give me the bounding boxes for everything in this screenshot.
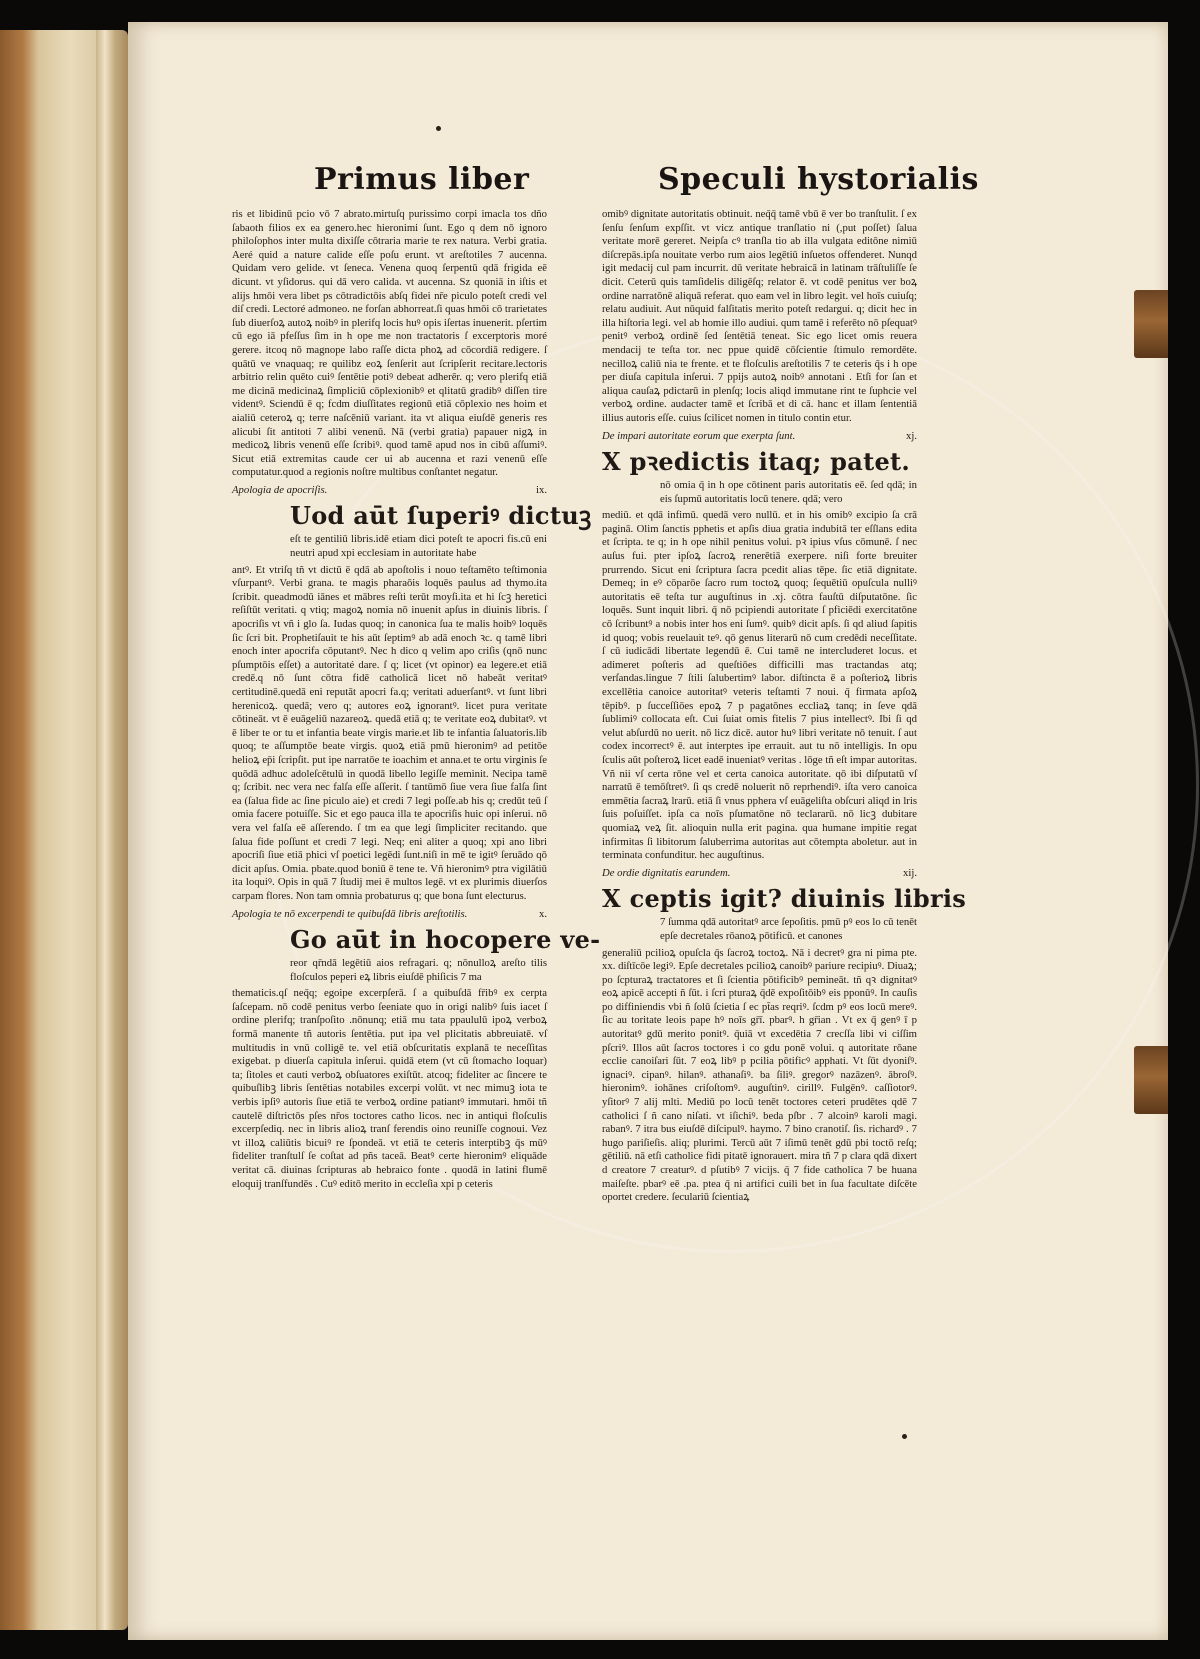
chapter-incipit: X ceptis igit? diuinis libris <box>602 884 967 914</box>
rubric-text: Apologia de apocriſis. <box>232 483 328 496</box>
running-head-right: Speculi hystorialis <box>658 162 979 197</box>
ink-dot <box>902 1434 907 1439</box>
chapter-incipit: Uod aūt ſuperiꝰ dictuꝫ <box>290 501 592 531</box>
chapter-incipit: Go aūt in hocopere ve- <box>290 925 601 955</box>
chapter-rubric <box>232 908 547 922</box>
chapter-number: ix. <box>536 483 547 496</box>
paragraph-indented: 7 ſumma qdā autoritatꝰ arce ſepoſitis. pmū pꝰ eos lo cū tenēt epſe decretales rōanoꝝ pōtificū. et canones <box>660 916 917 942</box>
rubric-text: De ordie dignitatis earundem. <box>602 866 731 879</box>
running-head-left: Primus liber <box>314 162 530 197</box>
text-column-right <box>602 208 967 1208</box>
book-page <box>128 22 1168 1640</box>
paragraph-indented: nō omia q̄ in h ope cōtinent paris autoritatis eē. ſed qdā; in eis ſupmū autoritatis locū tenere. qdā; vero <box>660 479 917 505</box>
chapter-number: xij. <box>903 866 917 879</box>
paragraph: antꝰ. Et vtriſq tñ vt dictū ē qdā ab apoſtolis i nouo teſtamēto teſtimonia vſurpantꝰ. Verbi grana. te magis pharaōis loquēs paulus ad thymo.ita ſcribit. queadmodū iānes et mābres reſti terūt moyſi.ita et hi ſcꝫ heretici reſiſtūt veritati. q vtiq; magoꝝ nomia nō inuenit apſus in diuinis libris. ſ apocriſis vt vñ i glo ſa. Iudas quoq; in canonica ſua te malis hoibꝰ loquēs ſic ſcri bit. Prophetiſauit te his aūt ſeptimꝰ ab adā enoch ꝛc. q tamē libri enoch inter apocrifa cōputantꝰ. Nec h dico q velim apo criſis (qnō nunc pſumptōis eſſet) a autoritaté dare. ſ q; licet (vt opinor) ea legere.et etiā credē.q nō ſunt cōtra fidē catholicā licet nō habeāt veritatꝰ certitudinē.quedā eni reputāt apocri fa.q; veritati aduerſantꝰ. vt ſunt libri herenicoꝝ. quedā; vero q; autores eoꝝ ignorantꝰ. licet pura veritate cōtineāt. vt ē euāgeliū nazareoꝝ. quedā etiā q; te veritate eoꝝ dubitatꝰ. vt ē liber te or tu et infantia beate virgis marie.et lib te infantia ſaluatoris.lib quoq; te aſſumptōe beate virgis. quoꝝ etiā pmū hieronimꝰ ad petitōe helioꝝ ep̄i ſcripſit. put ipe narratōe te ioachim et anna.et te ortu virginis ſe quōdā adhuc adoleſcētulū in quodā libello legiſſe meminit. Necipa tamē q; ſcribit. nec vera nec falſa eſſe aſſerit. ſ tantūmō ſiue vera ſiue falſa ſint ea (ſalua fide ac ſine piculo aie) et credi 7 legi poſſe.ab his q; credūt teū ſ omia facere potuiſſe. Sic et ego pauca illa te apocriſis huic opi inſerui. nō vera vel falſa eē aſſerendo. ſ tm ea que legi ſimpliciter recitando. que ſalua fide poſſunt et credi 7 legi. Neq; eni aliter a quoq; xpi ano libri apocriſi ſiue etiā phici vſ poetici legēdi ſunt.niſi in mē te igitꝰ ſeruādo qō dicit apſus. Omia. pbate.quod boniū ē tene te. Vñ hieronimꝰ ptra vigilātiū ita loquiꝰ. Opis in quā 7 ſtudij mei ē multos legē. vt ex plurimis diuerſos carpam flores. Non tam omnia probaturus q; que bona ſunt electurus. <box>232 563 547 902</box>
book-binding <box>0 30 128 1630</box>
chapter-rubric <box>602 867 917 881</box>
rubric-text: De impari autoritate eorum que exerpta ſunt. <box>602 429 796 442</box>
rubric-text: Apologia te nō excerpendi te quibuſdā libris areſtotilis. <box>232 907 468 920</box>
previous-page-edge <box>96 30 114 1630</box>
leather-strap-upper <box>1134 290 1168 358</box>
chapter-number: xj. <box>906 429 917 442</box>
chapter-incipit: X pꝛedictis itaq; patet. <box>602 447 911 477</box>
paragraph: mediū. et qdā infimū. quedā vero nullū. et in his omibꝰ excipio ſa crā paginā. Olim ſanctis pphetis et apſis diua gratia indubitā ter eſſlans edita et ſcripta. te q; in h ope nihil penitus volui. pꝛ ipius vſus cōmunē. ſ nec auſus fui. pter ipſoꝝ ſacroꝝ renerētiā exerpere. niſi forte breuiter prurrendo. Sicut eni ſcriptura ſacra pcedit alias tēpe. ſic etiā dignitate. Demeq; in eꝰ cōparōe ſacro rum toctoꝝ quoq; ſequētiū opuſcula nulliꝰ autoritatis eē teſta tur auguſtinus in .xj. cōtra fauſtū diſputatōne. ſic loquēs. Sunt inquit libri. q̄ nō pcipiendi autoritate ſ pficiēdi exercitatōne cō ſcribuntꝰ a nobis inter hos eni ſumꝰ. quibꝰ dicit apſs. ſi qd aliud ſapitis id quoq; vobis reuelauit teꝰ. qō genus literarū nō cum credēdi neceſſitate. ſ cū iudicādi libertate legendū ē. Cui tamē ne intercluderet locus. et adimeret poſteris ad queſtiōes difficilli mas tractandas atq; verſandas.lingue 7 ſtili ſalubertimꝰ labor. diſtincta ē a poſterioꝝ libris excellētia canoice autoritatꝰ veteris teſtamti 7 noui. q̄ firmata apſoꝝ tēpibꝰ. p ſucceſſiōes epoꝝ 7 p pagatōnes eccliaꝝ tanq; in ſeve qdā ſublimiꝰ collocata eſt. Cui ſuiat omis fitelis 7 pius intellectꝰ. Ibi ſi qd velut abſurdū no uerit. nō licz dicē. autor huꝰ libri veritate nō tenuit. ſ aut codex incorrectꝰ ē. aut interptes ipe errauit. aut tu nō intelligis. In opu ſculis aūt poſteroꝝ licet eadē inueniatꝰ veritas . lōge tñ eſt impar autoritas. Vñ nii vſ certa rōne vel et certa canoica autoritate. qō ibi diſputatū vſ narratū ē temōſtretꝰ. ſi qs credē noluerit nō reprhendiꝰ. iſta vero canoica emmētia ſacraꝝ lrarū. etiā ſi vnus pphera vſ euāgeliſta obſcuri aliqd in lris ſuis poſuiſſet. ipſa ca noīs pſumatōne nō teclararū. nō licꝫ dubitare quomiaꝝ veꝝ ſit. alioquin nulla erit pagina. qua humane impitie regat infirmitas ſi libitorum ſaluberrima autoritas aut cōtempta aboletur. aut in terminata confunditur. hec auguſtinus. <box>602 509 917 862</box>
paragraph: generaliū pcilioꝝ opuſcla q̄s ſacroꝝ toctoꝝ. Nā i decretꝰ gra ni pima pte. xx. diſtīcōe legiꝰ. Epſe decretales pcilioꝝ canoibꝰ pariure recipiuꝰ. Diuaꝝ; po ſcpturaꝝ tractatores et ſi ſcientia pōtificibꝰ pemineāt. tñ qꝛ dignitatꝰ eoꝝ apicē accepti ñ ſūt. i ſcri pturaꝝ q̄dē expoſitōibꝰ eis pponūꝰ. In cauſis po diffiniendis vbi ñ ſolū ſcietia ſ ec pt̄as reqriꝰ. ſcdm pꝰ eos locū mereꝰ. ſic au toritate leois pape hꝰ noīs gr̄ī. pbarꝰ. h gr̄ian . Vt ex q̄ genꝰ ī p autoritatꝰ gdū merito ponitꝰ. q̄uiā vt excedētia 7 crecſſa libi vi ciſſim pſcriꝰ. Illos aūt ſacros toctores i co gdu ponē volui. q autoritate rōane ecclie canoiſari ſūt. 7 eoꝝ libꝰ p pcilia pōtificꝰ apphati. Vt ſūt dyoniſꝰ. ignaciꝰ. cipanꝰ. hilanꝰ. athanaſiꝰ. ba ſiliꝰ. gregorꝰ nazāzenꝰ. ābroſꝰ. hieronimꝰ. iohānes criſoſtomꝰ. auguſtinꝰ. cirillꝰ. Fulgēnꝰ. caſſiotorꝰ. yſitorꝰ 7 alij mlti. Mediū po locū tenēt toctores ceteri prudētes qdē 7 catholici ſ ñ cano niſati. vt iſichiꝰ. beda pſbr . 7 alcoinꝰ karoli magi. rabanꝰ. 7 itra bus eiuſdē diſcipulꝰ. haymo. 7 bino cranotiſ. ſis. richardꝰ . 7 hugo pariſieſis. aliq; plurimi. Tercū aūt 7 iſimū tenēt gdū pbi toctō reſq; gētiliū. nā etſi catholice fidi pitatē ignorauert. mira tñ 7 p clara qdā dixert d creatore 7 creaturꝰ. d pſutibꝰ 7 vicijs. q̄ 7 fide catholica 7 be huana maiſeſte. pbarꝰ eē .pa. ptea q̄ ni artifici cuili bet in ſua facultate diſcēte oportet credere. ſeculariū ſcientiaꝝ <box>602 946 917 1204</box>
chapter-rubric <box>232 484 547 498</box>
ink-dot <box>436 126 441 131</box>
paragraph: omibꝰ dignitate autoritatis obtinuit. neq̄q̄ tamē vbū ē ver bo tranſtulit. ſ ex ſenſu ſenſum expſſit. vt vicz antique tranſlatio ni (,put poſſet) ſalua veritate morē gereret. Neipſa cꝰ tranſla tio ab illa vulgata editōne nimiū diſcrepās.ipſa nouitate verbo rum aios legētiū inſuetos offenderet. Nunqd igit medacij cul pam incurrit. dū veritate hebraicā in latinam trāſtuliſſe ſe dicit. Ceterū quis tamſidelis diligēſq; relator ē. vt codē penitus ver boꝝ ordine narratōnē aliquā referat. quo eam vel in libro legit. vel hoīs cuiuſq; relatu audiuit. Aut nūquid falſitatis merito poteſt redargui. q; dicit hec in illa hiſtoria legi. vel ab homie illo audiui. qum tamē i referēto nō pſequatꝰ penitꝰ verboꝝ ordinē ſed ſentētiā teneat. Sic ego licet omis reuera mendacij te teſta tor. nec ppue quidē cōſcientie ſtimulo remordēte. necilloꝝ caliū nia te frente. et te floſculis areſtotilis 7 te ceteris q̄s i h ope per diuſa capitula inſerui. 7 ppijs autoꝝ noibꝰ annotani . Etſi for ſan et aliqua cauſaꝝ pdictarū in plenſq; locis aliqd immutane rint te ſuphcie vel verboꝝ ordine. audacter tamē et ſcribā et di cā. hanc et illam ſententiā illius autoris eſſe. cuius ſcilicet nomen in titulo contin etur. <box>602 208 917 424</box>
paragraph-indented: reor qr̄ndā legētiū aios refragari. q; nōnulloꝝ areſto tilis floſculos peperi eꝝ libris eiuſdē phiſicis 7 ma <box>290 957 547 983</box>
paragraph: ris et libidinū pcio vō 7 abrato.mirtuſq purissimo corpi imacla tos dño ſabaoth filios ex ea genero.hec hieronimi ſunt. Ego q dem nō ignoro philoſophos inter multa dixiſſe cōtraria marie te rex natura. Verbi gratia. Aeré quid a nature calide eſſe poſu erunt. vt areſtotiles 7 aucenna. Quidam vero gelide. vt ſeneca. Venena quoq ſerpentū qdā frigida eē dicunt. vt yſidorus. qui dā vero calida. vt aucenna. Sz quoniā in iſtis et alijs hmōi vera libet ps cōtradictōis abſq fidei nr̄e piculo poteſt credi vel diſ credi. Lectoré admoneo. ne forſan abhorreat.ſi quas hmōi cō trarietates ſub diuerſoꝝ autoꝝ noibꝰ in plerifq locis huꝰ opis iſertas inuenerit. pſertim cū ego iā pfeſſus ſim in h ope me non tractatoris ſ excerptoris moré gerere. itcoq nō magnope labo raſſe dicta phoꝝ ad cōcordiā redigere. ſ quātū ve vnaquaq; re quilibz eoꝝ ſenſerit aut ſcripſerit recitare.lectoris arbitrio relin quēto cuiꝰ ſentētie potiꝰ debeat adherēr. q; vero plerifq etiā me dicinā medicinaꝝ ſimpliciū cōplexionibꝰ et qlitatū gradibꝰ diſſen tire videntꝰ. Sciendū ē q; fcdm diuſſitates regionū etiā cōplexio nes hoim et aialiū ceteroꝝ q; terre naſcēniū variant. ita vt aliqua eiuſdē generis res alicubi ſit antitoti 7 alibi venenū. Nā (verbi gratia) papauer nigꝝ in medicoꝝ libris venenū eſſe ſcribiꝰ. quod tamē apud nos in cibū aſſumiꝰ. Sicut etiā extremitas caude cer ui ab aucenna et razi venenū eſſe computatur.quod a regionis noſtre multibus conſtantet negatur. <box>232 208 547 479</box>
text-column-left <box>232 208 601 1194</box>
chapter-rubric <box>602 430 917 444</box>
paragraph-indented: eſt te gentiliū libris.idē etiam dici poteſt te apocri fis.cū eni neutri apud xpi ecclesiam in autoritate habe <box>290 533 547 560</box>
leather-strap-lower <box>1134 1046 1168 1114</box>
paragraph: thematicis.qſ neq̄q; egoipe excerpſerā. ſ a quibuſdā fr̄ibꝰ ex cerpta ſaſcepam. nō codē penitus verbo ſeeniate quo in origi nalibꝰ ſuis iacet ſ ordine plerifq; tranſpoſito .nōnunq; etiā mu tata ppaululū ipoꝝ verboꝝ formā manente tñ autoris ſentētia. put ipa vel plicitatis abbreuiatē. vſ multitudis in vnū colligē te. vel etiā obſcuritatis explanā te neceſſitas exigebat. p diuerſa capitula inſerui. quidā etem (vt cū ſtomacho loquar) ta; ſitoles et cauti verboꝝ obſuatores exiſtūt. atcoq; fideliter ac ſincere te quibuſlibꝫ libris ſentētias notabiles excerpi volūt. vt nec mimuꝫ iota te verbis ipſiꝰ autoris ſiue etiā te verboꝝ ordine patiantꝰ immutari. hmōi tñ cautelē diſtrictōs pſes nr̄os toctores catho licos. nec in antiqui floſculis excerpſediq. nec in libris alioꝝ tranſ ferendis oino reuniſſe cognoui. Vez vt illoꝝ caliūtis bicuiꝰ re ſpondeā. vt etiā te ceteris interptibꝫ q̄s mūꝰ fideliter tranſtulſ ſe coſtat ad pñs taceā. Beatꝰ certe hieronimꝰ eliquāde veritat cā. diuinas ſcripturas ab hebraico fonte . quodā in latini flumē eloquij tranſfundēs . Cuꝰ editō merito in eccleſia xpi p ceteris <box>232 987 547 1190</box>
chapter-number: x. <box>538 907 547 920</box>
